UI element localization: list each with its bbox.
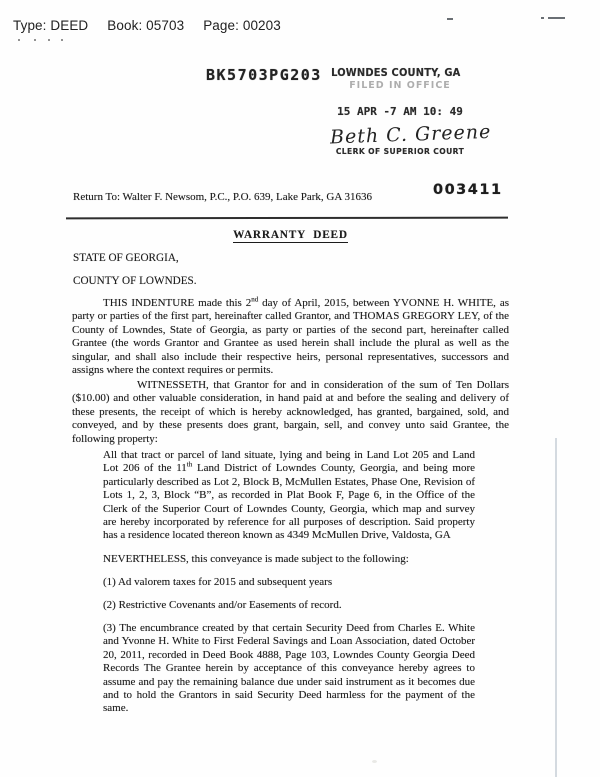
horizontal-scan-line <box>66 217 508 219</box>
ordinal-superscript: th <box>186 460 193 469</box>
indenture-paragraph <box>72 297 509 377</box>
ordinal-superscript: nd <box>251 295 259 304</box>
nevertheless-line: NEVERTHELESS, this conveyance is made subject to the following: <box>103 553 409 565</box>
indenture-text-cont: day of April, 2015, between YVONNE H. WHITE, as party or parties of the first part, hereinafter called Grantor, and THOMAS GREGORY LEY, of the County of Lowndes, State of Georgia, as party or parties of the second part, hereinafter called Grantee (the words Grantor and Grantee as used herein shall include the plural as well as the singular, and shall also include their respective heirs, personal representatives, successors and assigns where the context requires or permits. <box>72 297 509 377</box>
filing-stamp <box>329 67 492 156</box>
property-description <box>103 449 475 543</box>
deed-title-text: WARRANTY DEED <box>233 229 348 241</box>
scan-dash-artifact <box>447 18 453 20</box>
witnesseth-paragraph: WITNESSETH, that Grantor for and in consideration of the sum of Ten Dollars ($10.00) and other valuable consideration, in hand paid at and before the sealing and delivery of these presents, the receipt of which is hereby acknowledged, has granted, bargained, sold, and conveyed, and by these presents does grant, bargain, sell, and convey unto said Grantee, the following property: <box>72 379 509 445</box>
doc-type-field: Type: DEED <box>13 18 89 33</box>
return-to-line: Return To: Walter F. Newsom, P.C., P.O. 639, Lake Park, GA 31636 <box>73 191 372 203</box>
filing-stamp-county: LOWNDES COUNTY, GA <box>331 67 461 79</box>
scan-dots-artifact <box>18 39 68 42</box>
county-line: COUNTY OF LOWNDES. <box>73 275 197 287</box>
scan-edge-line-artifact <box>555 438 557 777</box>
indenture-text: THIS INDENTURE made this 2 <box>103 297 252 309</box>
doc-page-field: Page: 00203 <box>203 18 281 33</box>
subject-item-1: (1) Ad valorem taxes for 2015 and subsequent years <box>103 576 333 588</box>
subject-item-3: (3) The encumbrance created by that certain Security Deed from Charles E. White and Yvonne H. White to First Federal Savings and Loan Association, dated October 20, 2011, recorded in Deed Book 4888, Page 103, Lowndes County Georgia Deed Records The Grantee herein by acceptance of this conveyance hereby agrees to assume and pay the remaining balance due under said instrument as it becomes due and to hold the Grantors in said Security Deed harmless for the payment of the same. <box>103 622 475 715</box>
filing-stamp-datetime: 15 APR -7 AM 10: 49 <box>337 105 463 118</box>
property-text-cont: Land District of Lowndes County, Georgia, and being more particularly described as Lot 2, Block B, McMullen Estates, Phase One, Revision of Lots 1, 2, 3, Block “B”, as recorded in Plat Book F, Page 6, in the Office of the Clerk of the Superior Court of Lowndes County, Georgia, which map and survey are hereby incorporated by reference for all purposes of description. Said property has a residence located thereon known as 4349 McMullen Drive, Valdosta, GA <box>103 462 476 542</box>
scan-dash-artifact <box>548 17 565 19</box>
book-page-stamp: BK5703PG203 <box>206 66 322 84</box>
scan-smudge-artifact <box>372 760 377 763</box>
filing-stamp-filed-line: FILED IN OFFICE <box>349 80 451 91</box>
document-number-stamp: 003411 <box>433 182 503 198</box>
property-text: All that tract or parcel of land situate, lying and being in Land Lot 205 and Land Lot 206 of the 11 <box>103 449 475 475</box>
scan-dash-artifact <box>541 17 544 19</box>
doc-book-field: Book: 05703 <box>107 18 185 33</box>
state-line: STATE OF GEORGIA, <box>73 252 179 264</box>
subject-item-2: (2) Restrictive Covenants and/or Easements of record. <box>103 599 342 611</box>
deed-title <box>72 229 509 241</box>
clerk-signature: Beth C. Greene <box>329 120 492 149</box>
clerk-title: CLERK OF SUPERIOR COURT <box>335 147 465 156</box>
viewer-header <box>13 18 300 33</box>
